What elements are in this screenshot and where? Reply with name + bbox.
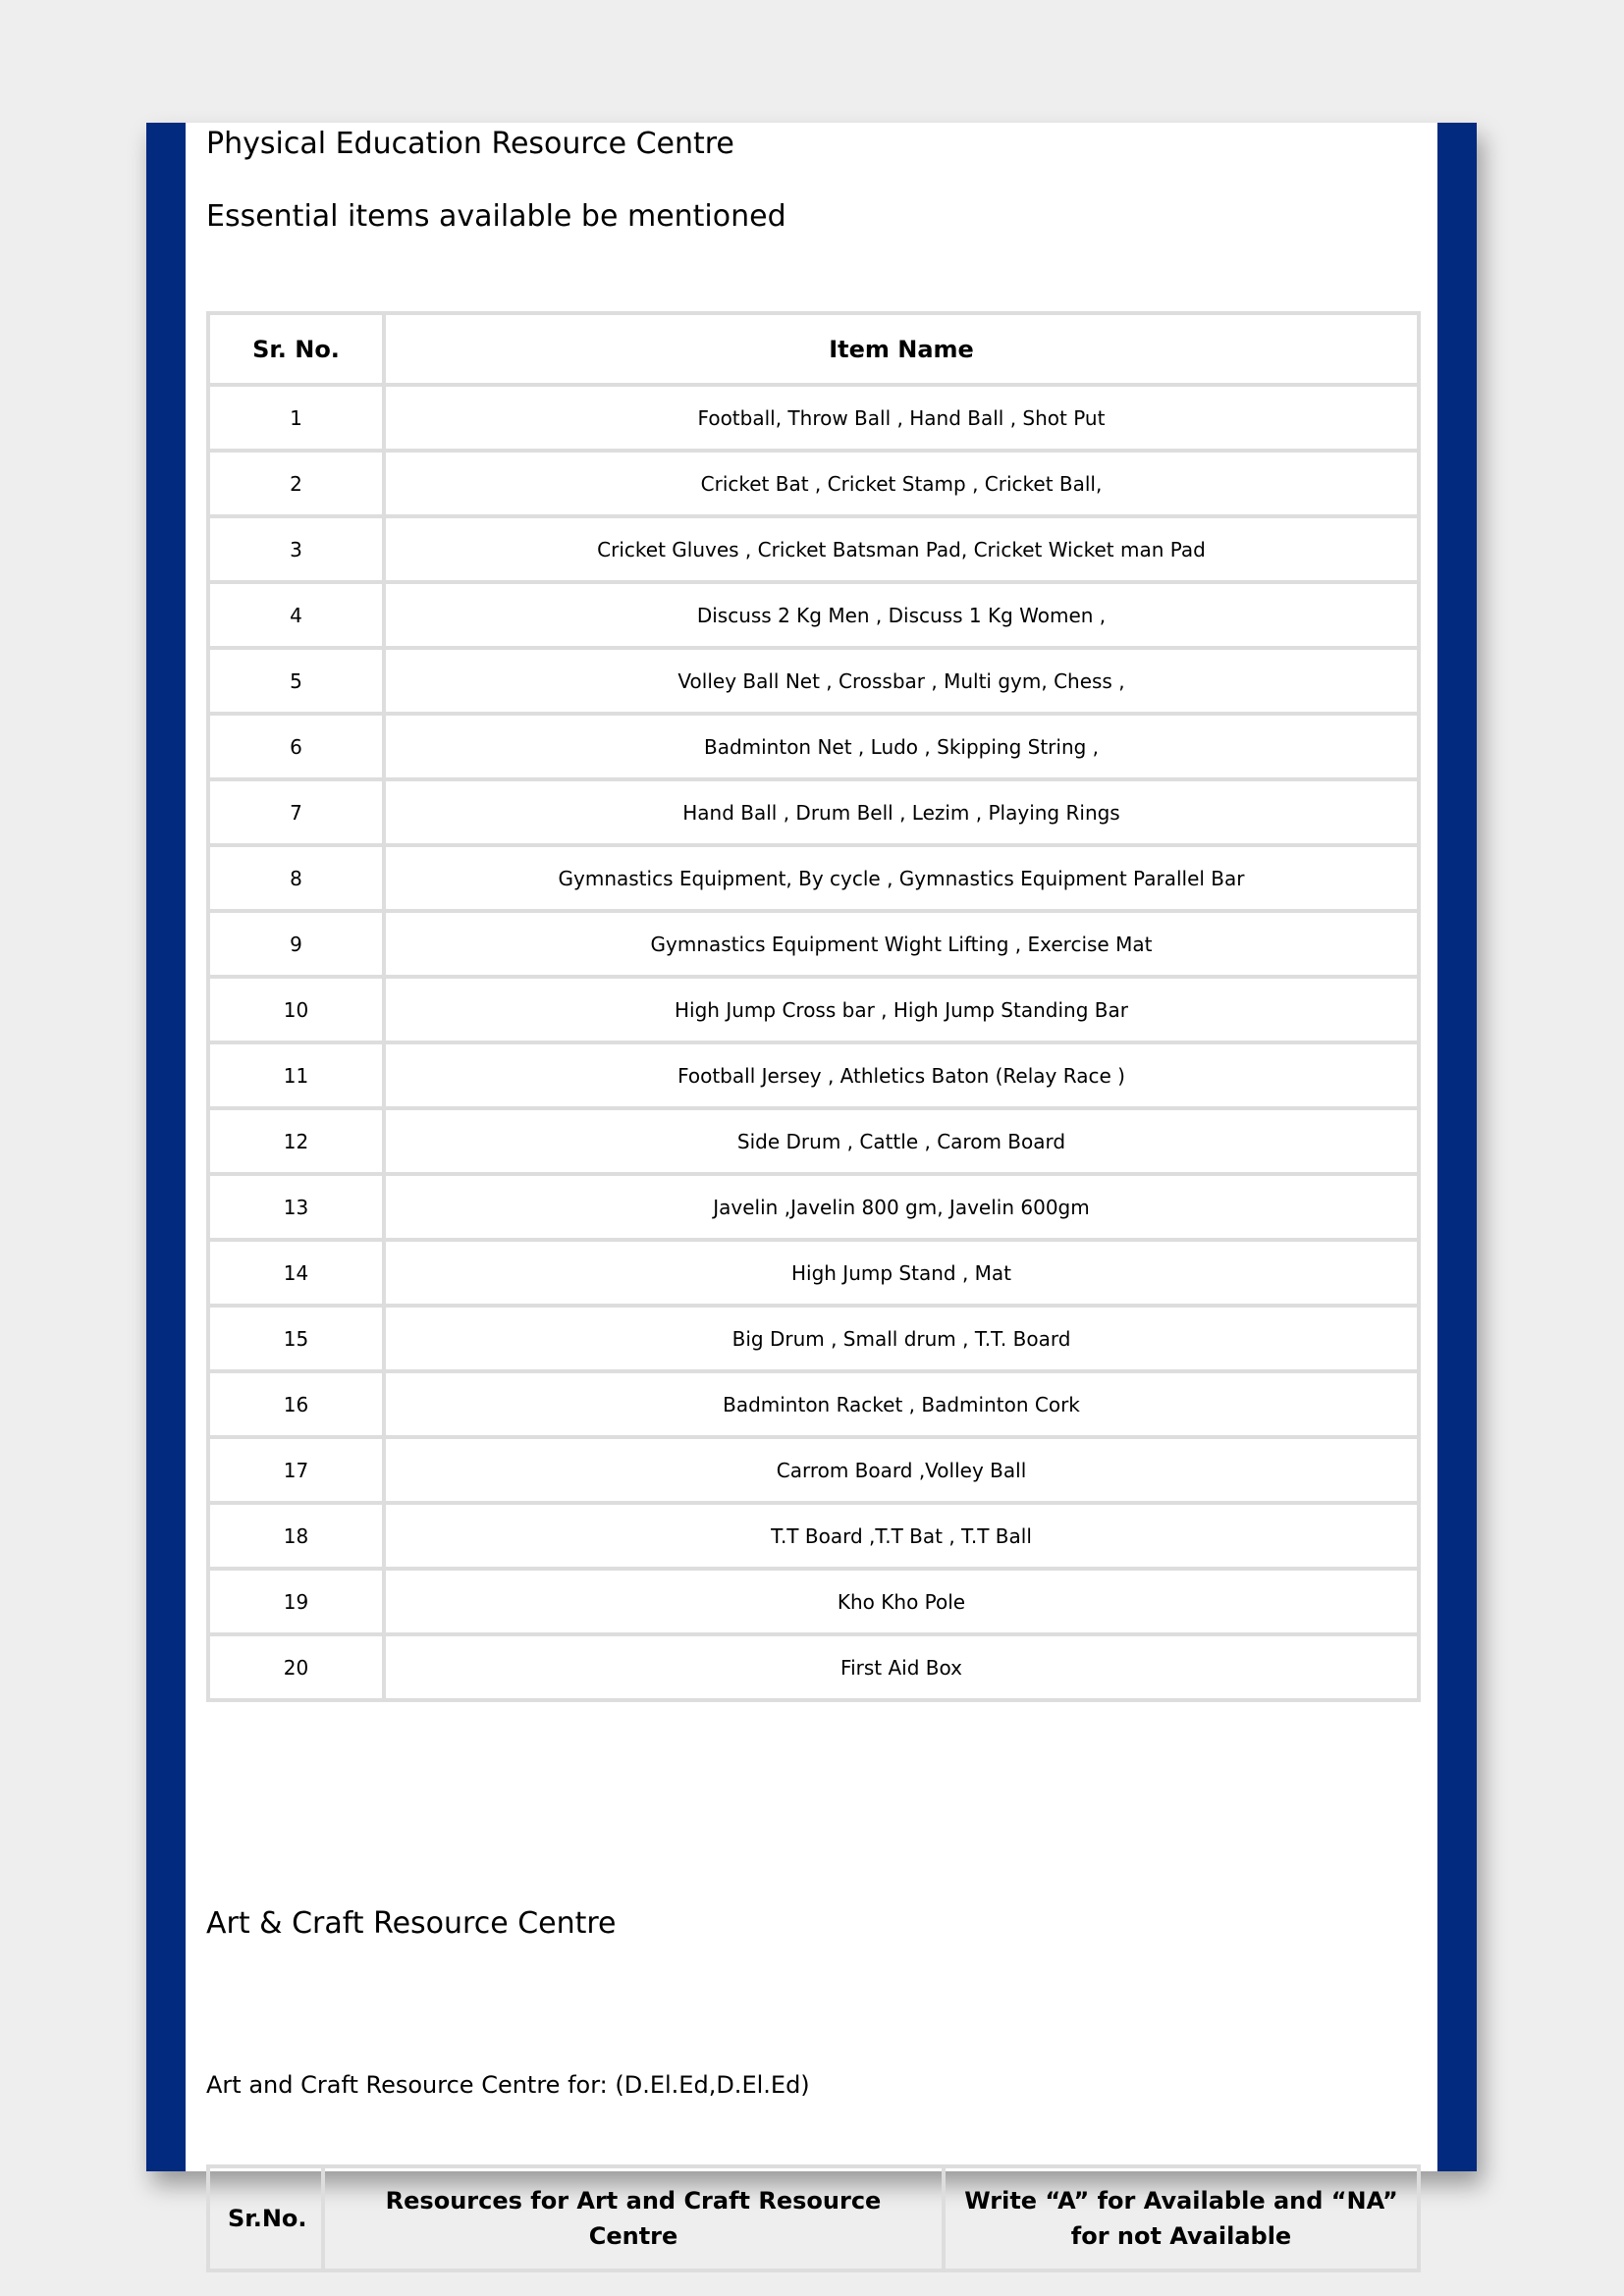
table-row (208, 1437, 1419, 1503)
row-item-name: Football Jersey , Athletics Baton (Relay Race ) (384, 1042, 1419, 1108)
table-row (208, 1240, 1419, 1306)
row-sr-no: 7 (208, 779, 384, 845)
row-item-name: Badminton Net , Ludo , Skipping String , (384, 714, 1419, 779)
table-row (208, 1042, 1419, 1108)
pe-items-table (206, 311, 1421, 1702)
column-header-item-name: Item Name (384, 313, 1419, 385)
row-item-name: Discuss 2 Kg Men , Discuss 1 Kg Women , (384, 582, 1419, 648)
row-item-name: Big Drum , Small drum , T.T. Board (384, 1306, 1419, 1371)
row-sr-no: 9 (208, 911, 384, 977)
row-sr-no: 17 (208, 1437, 384, 1503)
table-row (208, 911, 1419, 977)
row-sr-no: 16 (208, 1371, 384, 1437)
row-sr-no: 20 (208, 1634, 384, 1700)
table-row (208, 845, 1419, 911)
row-sr-no: 13 (208, 1174, 384, 1240)
left-margin-bar (146, 123, 186, 2171)
row-sr-no: 11 (208, 1042, 384, 1108)
table-row (208, 1108, 1419, 1174)
row-item-name: Hand Ball , Drum Bell , Lezim , Playing Rings (384, 779, 1419, 845)
table-header-row (208, 313, 1419, 385)
row-sr-no: 19 (208, 1569, 384, 1634)
pe-section-title: Physical Education Resource Centre (206, 127, 734, 161)
ac-section-title: Art & Craft Resource Centre (206, 1906, 617, 1941)
row-item-name: Volley Ball Net , Crossbar , Multi gym, Chess , (384, 648, 1419, 714)
table-row (208, 516, 1419, 582)
column-header-sr-no: Sr. No. (208, 313, 384, 385)
document-page (146, 123, 1477, 2250)
row-sr-no: 12 (208, 1108, 384, 1174)
right-margin-bar (1437, 123, 1477, 2171)
table-row (208, 1634, 1419, 1700)
row-item-name: Cricket Bat , Cricket Stamp , Cricket Ball, (384, 451, 1419, 516)
row-sr-no: 14 (208, 1240, 384, 1306)
row-item-name: T.T Board ,T.T Bat , T.T Ball (384, 1503, 1419, 1569)
row-sr-no: 3 (208, 516, 384, 582)
table-row (208, 648, 1419, 714)
table-row (208, 779, 1419, 845)
table-row (208, 714, 1419, 779)
row-item-name: Cricket Gluves , Cricket Batsman Pad, Cricket Wicket man Pad (384, 516, 1419, 582)
table-header-row (208, 2166, 1419, 2270)
row-item-name: Gymnastics Equipment Wight Lifting , Exercise Mat (384, 911, 1419, 977)
row-item-name: Javelin ,Javelin 800 gm, Javelin 600gm (384, 1174, 1419, 1240)
row-item-name: Carrom Board ,Volley Ball (384, 1437, 1419, 1503)
row-item-name: Kho Kho Pole (384, 1569, 1419, 1634)
table-row (208, 385, 1419, 451)
row-item-name: High Jump Stand , Mat (384, 1240, 1419, 1306)
row-sr-no: 18 (208, 1503, 384, 1569)
row-item-name: First Aid Box (384, 1634, 1419, 1700)
row-sr-no: 1 (208, 385, 384, 451)
row-item-name: High Jump Cross bar , High Jump Standing Bar (384, 977, 1419, 1042)
column-header-availability: Write “A” for Available and “NA” for not Available (944, 2166, 1419, 2270)
row-sr-no: 2 (208, 451, 384, 516)
row-item-name: Gymnastics Equipment, By cycle , Gymnastics Equipment Parallel Bar (384, 845, 1419, 911)
row-sr-no: 6 (208, 714, 384, 779)
row-item-name: Side Drum , Cattle , Carom Board (384, 1108, 1419, 1174)
table-row (208, 451, 1419, 516)
table-row (208, 1306, 1419, 1371)
row-item-name: Football, Throw Ball , Hand Ball , Shot Put (384, 385, 1419, 451)
row-sr-no: 4 (208, 582, 384, 648)
ac-resources-table (206, 2164, 1421, 2272)
row-sr-no: 15 (208, 1306, 384, 1371)
row-sr-no: 5 (208, 648, 384, 714)
row-sr-no: 8 (208, 845, 384, 911)
pe-items-table-body (208, 385, 1419, 1700)
column-header-resources: Resources for Art and Craft Resource Centre (323, 2166, 944, 2270)
table-row (208, 1371, 1419, 1437)
table-row (208, 1569, 1419, 1634)
table-row (208, 1174, 1419, 1240)
row-sr-no: 10 (208, 977, 384, 1042)
row-item-name: Badminton Racket , Badminton Cork (384, 1371, 1419, 1437)
column-header-sr-no: Sr.No. (208, 2166, 323, 2270)
table-row (208, 977, 1419, 1042)
pe-section-subtitle: Essential items available be mentioned (206, 199, 786, 234)
table-row (208, 582, 1419, 648)
table-row (208, 1503, 1419, 1569)
ac-section-subtitle: Art and Craft Resource Centre for: (D.El.Ed,D.El.Ed) (206, 2071, 810, 2099)
